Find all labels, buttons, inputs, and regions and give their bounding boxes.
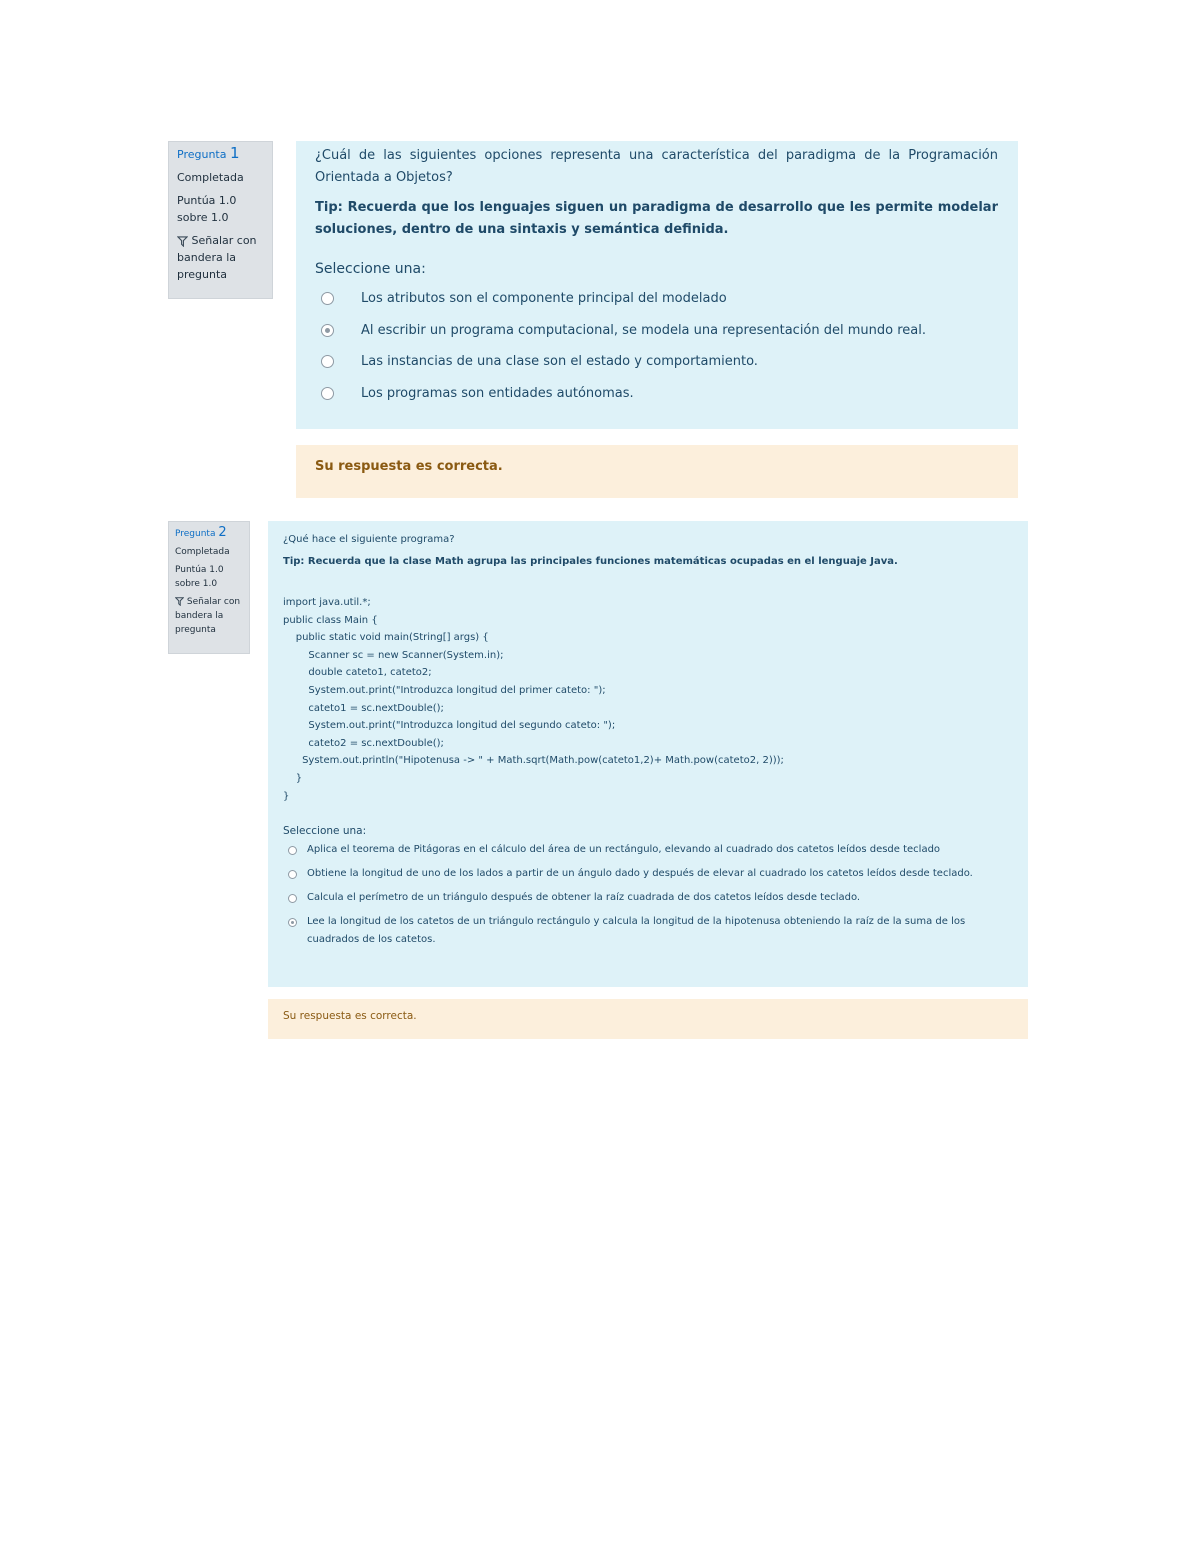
answer-label: Aplica el teorema de Pitágoras en el cálculo del área de un rectángulo, elevando al cuadrado dos catetos leídos desde teclado: [307, 844, 941, 856]
code-line: }: [283, 772, 303, 784]
answer-label: Las instancias de una clase son el estado y comportamiento.: [361, 354, 758, 370]
answer-label: Los programas son entidades autónomas.: [361, 385, 634, 401]
answer-list: [283, 841, 1014, 949]
question-state: Completada: [175, 547, 230, 557]
code-line: System.out.print("Introduzca longitud del segundo cateto: ");: [283, 720, 616, 732]
feedback-text: Su respuesta es correcta.: [283, 1010, 417, 1022]
answer-label: Calcula el perímetro de un triángulo después de obtener la raíz cuadrada de dos catetos leídos desde teclado.: [307, 892, 861, 904]
code-line: }: [283, 790, 290, 802]
code-line: public class Main {: [283, 614, 378, 626]
answer-label: Lee la longitud de los catetos de un triángulo rectángulo y calcula la longitud de la hipotenusa obteniendo la raíz de la suma de los cuadrados de los catetos.: [307, 916, 966, 946]
code-line: cateto1 = sc.nextDouble();: [283, 702, 444, 714]
question-tip: Tip: Recuerda que los lenguajes siguen un paradigma de desarrollo que les permite modelar soluciones, dentro de una sintaxis y semántica definida.: [315, 200, 998, 237]
question-formulation: [268, 521, 1028, 987]
answer-option[interactable]: [283, 865, 1014, 883]
code-line: cateto2 = sc.nextDouble();: [283, 737, 444, 749]
answer-option[interactable]: [315, 283, 998, 315]
code-line: public static void main(String[] args) {: [283, 632, 489, 644]
question-text: ¿Cuál de las siguientes opciones representa una característica del paradigma de la Programación Orientada a Objetos?: [315, 148, 998, 185]
radio-button[interactable]: [321, 355, 334, 368]
answer-option[interactable]: [283, 889, 1014, 907]
answer-option[interactable]: [283, 841, 1014, 859]
question-info-panel: [168, 521, 250, 654]
question-number-value: 2: [218, 525, 227, 540]
flag-icon: [175, 597, 184, 606]
answer-option[interactable]: [283, 913, 1014, 949]
radio-button[interactable]: [321, 387, 334, 400]
question-tip: Tip: Recuerda que la clase Math agrupa las principales funciones matemáticas ocupadas en el lenguaje Java.: [283, 556, 898, 567]
answer-prompt: Seleccione una:: [315, 261, 426, 277]
flag-question-label: Señalar con bandera la pregunta: [177, 234, 257, 281]
question-state: Completada: [177, 171, 244, 184]
radio-button-selected[interactable]: [321, 324, 334, 337]
grade-line-1: Puntúa 1.0: [177, 194, 237, 207]
answer-option[interactable]: [315, 346, 998, 378]
flag-icon: [177, 236, 188, 247]
answer-label: Al escribir un programa computacional, se modela una representación del mundo real.: [361, 322, 926, 338]
feedback-text: Su respuesta es correcta.: [315, 459, 503, 474]
question-grade: [177, 192, 264, 226]
radio-button[interactable]: [288, 894, 297, 903]
code-line: System.out.println("Hipotenusa -> " + Math.sqrt(Math.pow(cateto1,2)+ Math.pow(cateto2, 2)));: [283, 755, 784, 767]
question-grade: [175, 563, 243, 591]
question-label: Pregunta: [175, 529, 216, 539]
flag-question-link[interactable]: [177, 232, 264, 283]
flag-question-link[interactable]: [175, 595, 243, 637]
answer-list: [315, 283, 998, 409]
grade-line-2: sobre 1.0: [177, 211, 229, 224]
answer-label: Obtiene la longitud de uno de los lados a partir de un ángulo dado y después de elevar al cuadrado los catetos leídos desde teclado.: [307, 868, 973, 880]
code-block: [283, 594, 1014, 805]
answer-prompt: Seleccione una:: [283, 825, 367, 838]
code-line: Scanner sc = new Scanner(System.in);: [283, 649, 504, 661]
answer-label: Los atributos son el componente principal del modelado: [361, 291, 727, 307]
flag-question-label: Señalar con bandera la pregunta: [175, 597, 241, 635]
grade-line-1: Puntúa 1.0: [175, 565, 224, 575]
question-number-value: 1: [229, 144, 240, 162]
code-line: import java.util.*;: [283, 597, 371, 608]
radio-button[interactable]: [288, 846, 297, 855]
code-line: double cateto1, cateto2;: [283, 667, 432, 679]
question-number: [175, 526, 243, 541]
grade-line-2: sobre 1.0: [175, 579, 218, 589]
radio-button[interactable]: [288, 870, 297, 879]
question-info-panel: [168, 141, 273, 299]
question-text: ¿Qué hace el siguiente programa?: [283, 534, 455, 545]
answer-option[interactable]: [315, 315, 998, 347]
question-label: Pregunta: [177, 148, 227, 161]
feedback-box: [268, 999, 1028, 1039]
question-number: [177, 145, 264, 163]
radio-button[interactable]: [321, 292, 334, 305]
radio-button-selected[interactable]: [288, 918, 297, 927]
code-line: System.out.print("Introduzca longitud del primer cateto: ");: [283, 684, 606, 696]
question-formulation: [296, 141, 1018, 429]
answer-option[interactable]: [315, 378, 998, 410]
feedback-box: [296, 445, 1018, 498]
